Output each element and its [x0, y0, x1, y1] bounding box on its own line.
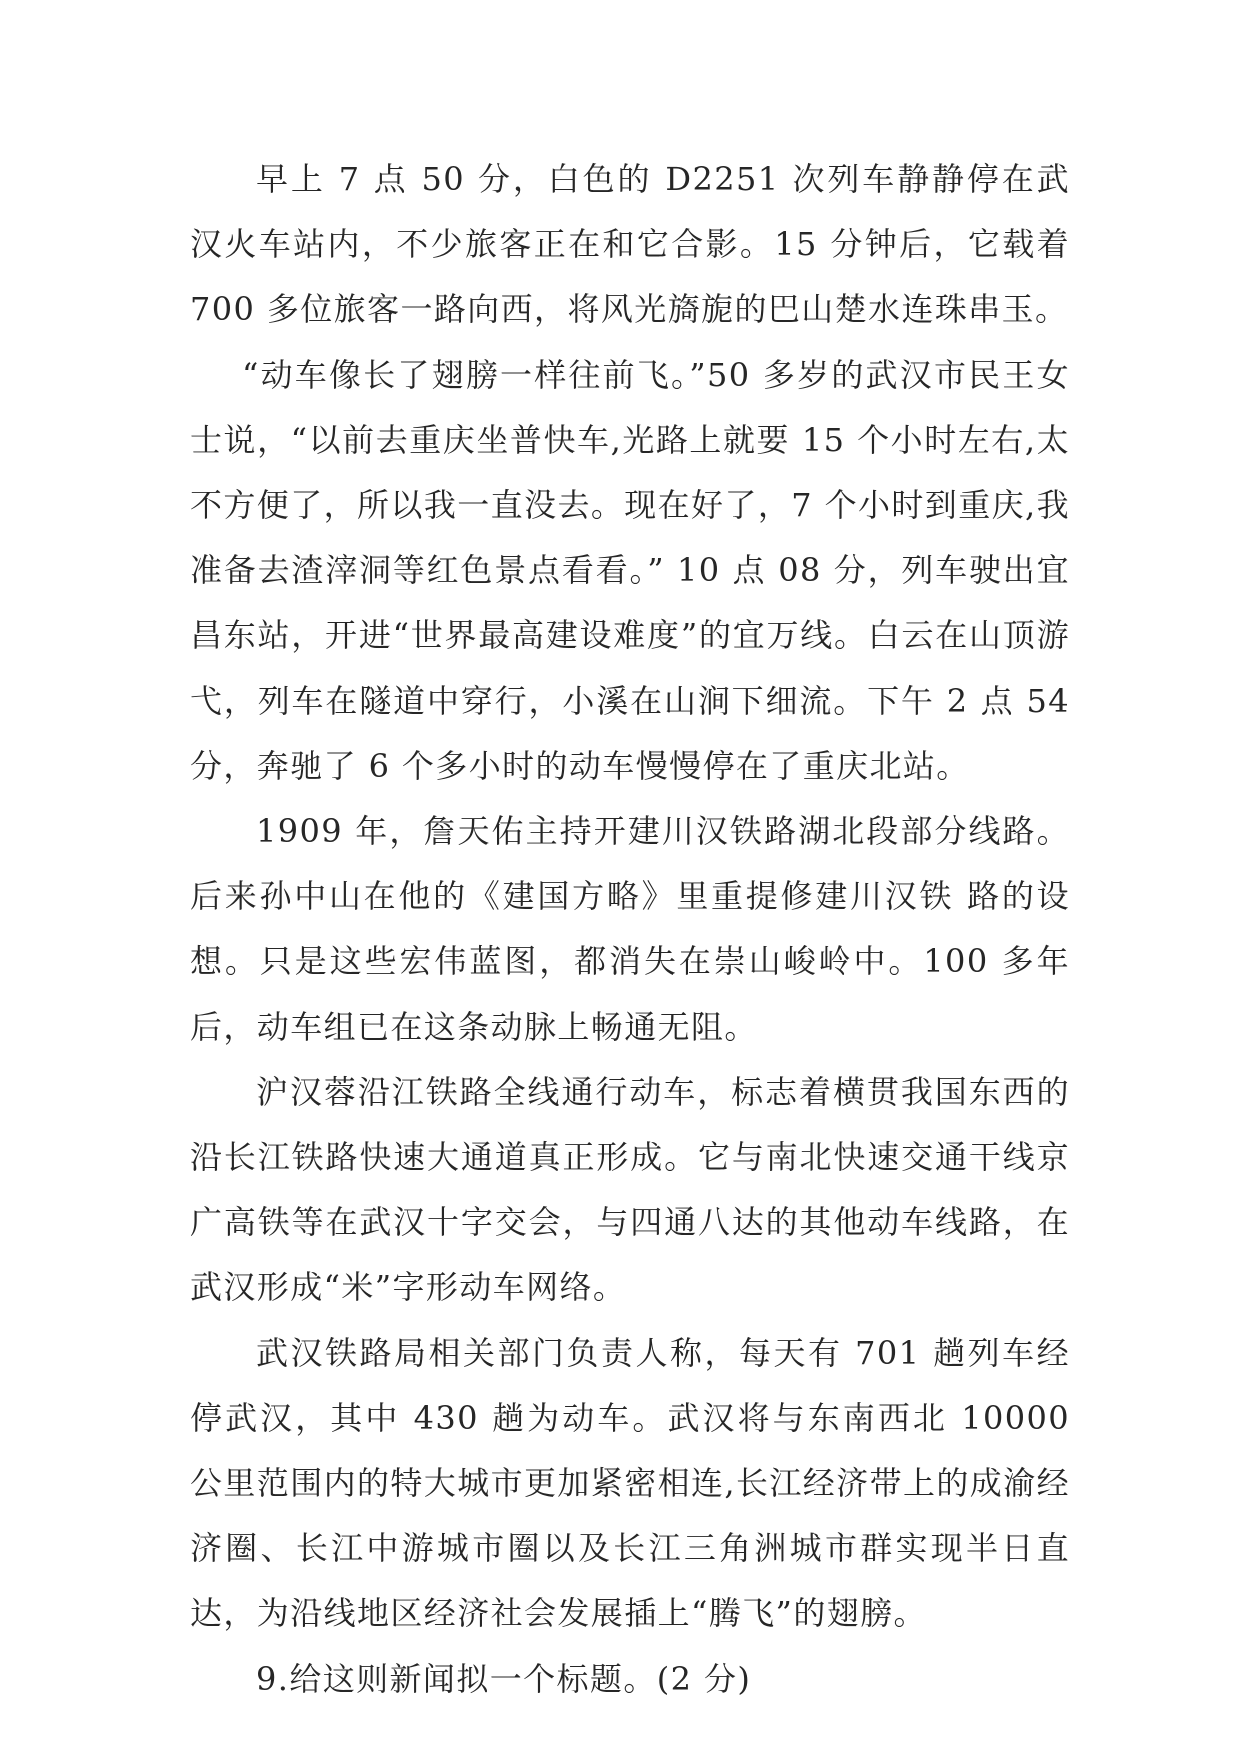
paragraph-railway-network: 沪汉蓉沿江铁路全线通行动车，标志着横贯我国东西的沿长江铁路快速大通道真正形成。它与南北快速交通干线京广高铁等在武汉十字交会，与四通八达的其他动车线路，在武汉形成“米”字形动车网络。: [190, 1072, 1070, 1307]
paragraph-wuhan-hub: 武汉铁路局相关部门负责人称，每天有 701 趟列车经停武汉，其中 430 趟为动车。武汉将与东南西北 10000 公里范围内的特大城市更加紧密相连,长江经济带上的成渝经济圈、长江中游城市圈以及长江三角洲城市群实现半日直达，为沿线地区经济社会发展插上“腾飞”的翅膀。: [190, 1333, 1070, 1633]
paragraph-train-departure: 早上 7 点 50 分，白色的 D2251 次列车静静停在武汉火车站内，不少旅客正在和它合影。15 分钟后，它载着 700 多位旅客一路向西，将风光旖旎的巴山楚水连珠串玉。: [190, 160, 1070, 329]
question-title: 9.给这则新闻拟一个标题。(2 分): [256, 1659, 752, 1698]
paragraph-history: 1909 年，詹天佑主持开建川汉铁路湖北段部分线路。后来孙中山在他的《建国方略》里重提修建川汉铁 路的设想。只是这些宏伟蓝图，都消失在崇山峻岭中。100 多年后，动车组已在这条动脉上畅通无阻。: [190, 812, 1070, 1046]
document-page: [190, 147, 1070, 1712]
paragraph-passenger-quote: “动车像长了翅膀一样往前飞。”50 多岁的武汉市民王女士说，“以前去重庆坐普快车,光路上就要 15 个小时左右,太不方便了，所以我一直没去。现在好了，7 个小时到重庆,我准备去渣滓洞等红色景点看看。” 10 点 08 分，列车驶出宜昌东站，开进“世界最高建设难度”的宜万线。白云在山顶游弋，列车在隧道中穿行，小溪在山涧下细流。下午 2 点 54 分，奔驰了 6 个多小时的动车慢慢停在了重庆北站。: [190, 355, 1070, 785]
